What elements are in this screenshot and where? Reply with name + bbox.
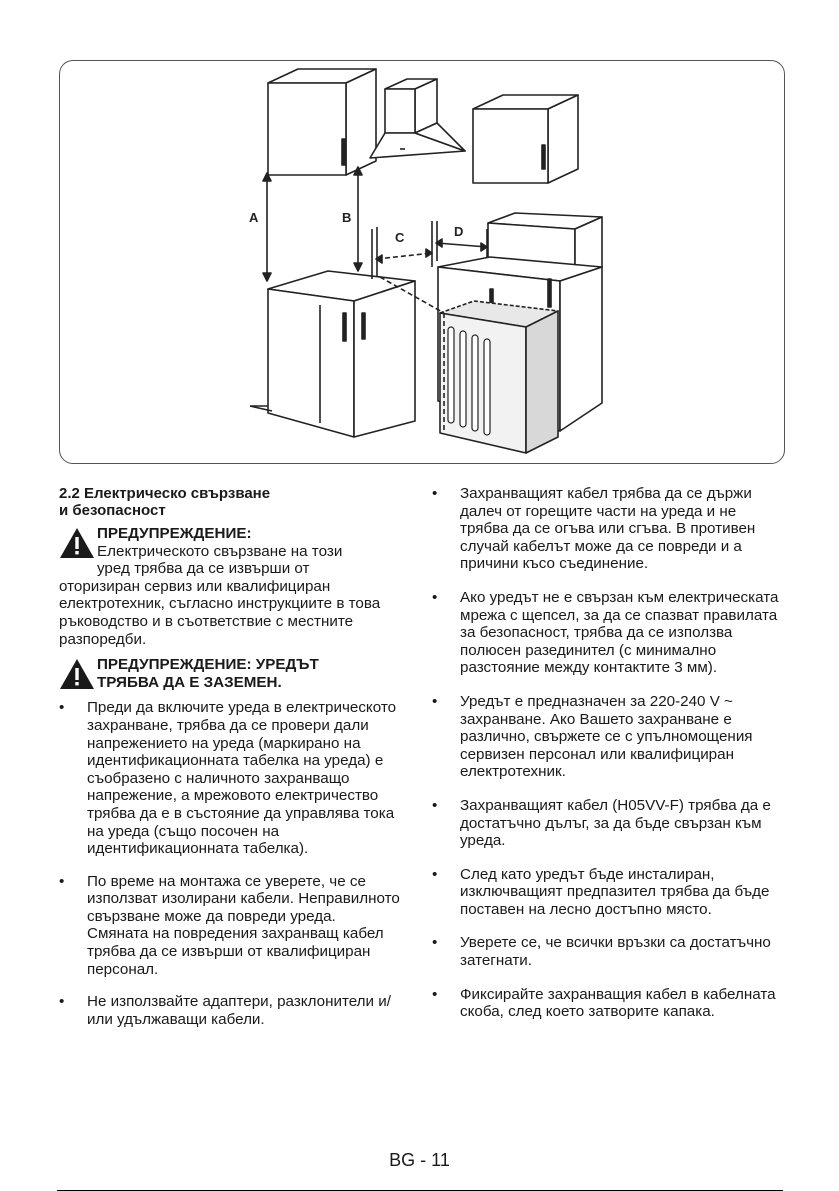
upper-cabinet-left bbox=[268, 69, 376, 175]
list-item: • Уредът е предназначен за 220-240 V ~ захранване. Ако Вашето захранване е различно, свържете се с упълномощения сервизен персонал или квалифициран електротехник. bbox=[432, 693, 784, 781]
grounding-title-line1: ПРЕДУПРЕЖДЕНИЕ: УРЕДЪТ bbox=[97, 656, 319, 674]
list-item: • Захранващият кабел трябва да се държи далеч от горещите части на уреда и не трябва да се огъва или сгъва. В противен случай кабелът може да се повреди и а причини късо съединение. bbox=[432, 485, 784, 573]
list-item: • По време на монтажа се уверете, че се използват изолирани кабели. Неправилното свързване може да повреди уреда. Смяната на повредения захранващ кабел трябва да се извърши от квалифициран персонал. bbox=[59, 873, 401, 979]
dimension-a bbox=[263, 173, 271, 281]
list-item: • След като уредът бъде инсталиран, изключващият предпазител трябва да бъде поставен на лесно достъпно място. bbox=[432, 866, 784, 919]
range-hood bbox=[370, 79, 465, 158]
grounding-title-line2: ТРЯБВА ДА Е ЗАЗЕМЕН. bbox=[97, 673, 282, 691]
warning-icon bbox=[59, 658, 95, 690]
list-item: • Ако уредът не е свързан към електрическата мрежа с щепсел, за да се спазват правилата за безопасност, трябва да се използва полюсен разединител (с минимално разстояние между контактите 3 мм). bbox=[432, 589, 784, 677]
warning-text-rest: оторизиран сервиз или квалифициран електротехник, съгласно инструкциите в това ръководство и в съответствие с местните разпоредби. bbox=[59, 577, 381, 648]
warning-grounding bbox=[59, 656, 401, 691]
warning-text-line2: уред трябва да се извърши от bbox=[97, 560, 310, 578]
list-item: • Не използвайте адаптери, разклонители и/или удължаващи кабели. bbox=[59, 993, 401, 1028]
warning-icon bbox=[59, 527, 95, 559]
installation-figure bbox=[59, 60, 785, 464]
section-heading-line1: 2.2 Електрическо свързване bbox=[59, 485, 271, 502]
left-column bbox=[59, 485, 401, 1043]
list-item: • Захранващият кабел (H05VV-F) трябва да е достатъчно дълъг, за да бъде свързан към уреда. bbox=[432, 797, 784, 850]
warning-electrical bbox=[59, 525, 401, 648]
list-item: • Фиксирайте захранващия кабел в кабелната скоба, след което затворите капака. bbox=[432, 986, 784, 1021]
warning-text-line1: Електрическото свързване на този bbox=[97, 542, 343, 560]
label-c: C bbox=[395, 230, 405, 245]
section-heading-line2: и безопасност bbox=[59, 502, 166, 519]
left-bullet-list bbox=[59, 699, 401, 1028]
base-cabinet-left bbox=[250, 271, 415, 437]
installation-diagram bbox=[60, 61, 785, 464]
right-column bbox=[432, 485, 784, 1037]
section-heading bbox=[59, 485, 401, 519]
dimension-b bbox=[354, 167, 362, 271]
upper-cabinet-right bbox=[473, 95, 578, 183]
page-number: BG - 11 bbox=[389, 1150, 450, 1170]
right-bullet-list bbox=[432, 485, 784, 1021]
label-d: D bbox=[454, 224, 464, 239]
label-a: A bbox=[249, 210, 259, 225]
list-item: • Уверете се, че всички връзки са достатъчно затегнати. bbox=[432, 934, 784, 969]
warning-title: ПРЕДУПРЕЖДЕНИЕ: bbox=[97, 525, 252, 542]
list-item: • Преди да включите уреда в електрическото захранване, трябва да се провери дали напрежението на уреда (маркирано на идентификационната табелка на уреда) е съобразено с наличното захранващо напрежение, а мрежовото електричество трябва да е в състояние да управлява тока на уреда (също посочен на идентификационната табелка). bbox=[59, 699, 401, 857]
label-b: B bbox=[342, 210, 352, 225]
